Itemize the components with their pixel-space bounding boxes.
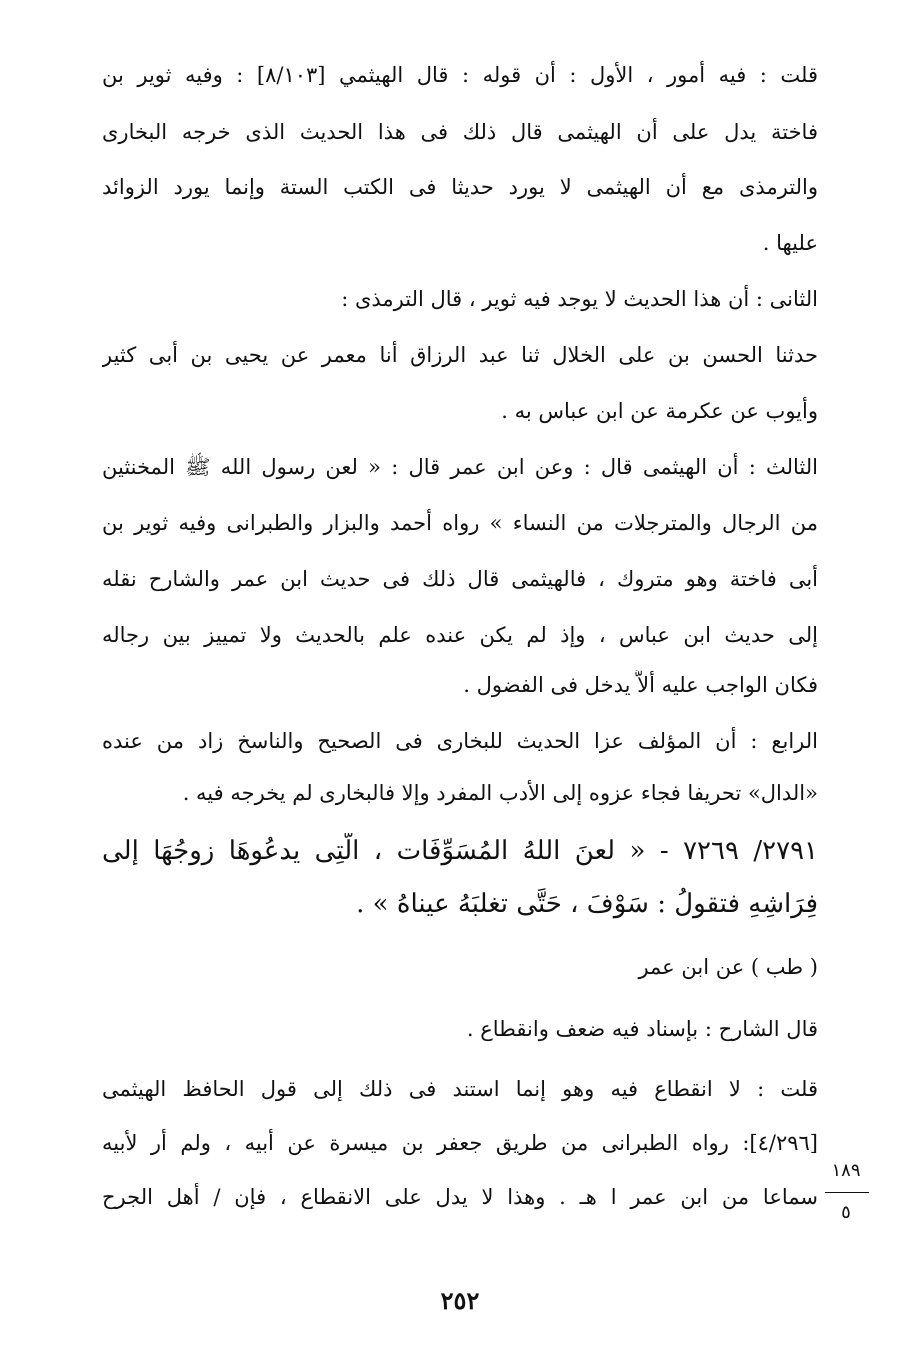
margin-divider <box>825 1192 869 1193</box>
margin-page-ref-top: ١٨٩ <box>831 1160 861 1181</box>
page-number: ٢٥٢ <box>440 1286 480 1315</box>
text-line: من الرجال والمترجلات من النساء » رواه أحمد والبزار والطبرانى وفيه ثوير بن <box>102 511 818 535</box>
text-line: فكان الواجب عليه ألاَّ يدخل فى الفضول . <box>463 673 818 697</box>
text-line: إلى حديث ابن عباس ، وإذ لم يكن عنده علم بالحديث ولا تمييز بين رجاله <box>102 623 818 647</box>
text-line: سماعا من ابن عمر ا هـ . وهذا لا يدل على الانقطاع ، فإن / أهل الجرح <box>102 1185 818 1209</box>
text-line: أبى فاختة وهو متروك ، فالهيثمى قال ذلك فى حديث ابن عمر والشارح نقله <box>102 567 818 591</box>
hadith-line: ٢٧٩١/ ٧٢٦٩ - « لعنَ اللهُ المُسَوِّفَات ، الَّتِى يدعُوهَا زوجُهَا إلى <box>102 836 818 866</box>
source-reference: ( طب ) عن ابن عمر <box>638 955 818 979</box>
text-line: [٤/٢٩٦]: رواه الطبرانى من طريق جعفر بن ميسرة عن أبيه ، ولم أر لأبيه <box>102 1131 818 1155</box>
text-line: قلت : فيه أمور ، الأول : أن قوله : قال الهيثمي [٨/١٠٣] : وفيه ثوير بن <box>102 63 818 87</box>
text-line: الثالث : أن الهيثمى قال : وعن ابن عمر قال : « لعن رسول الله ﷺ المخنثين <box>102 455 818 479</box>
text-line: حدثنا الحسن بن على الخلال ثنا عبد الرزاق أنا معمر عن يحيى بن أبى كثير <box>102 343 818 367</box>
text-line: الثانى : أن هذا الحديث لا يوجد فيه ثوير ، قال الترمذى : <box>341 287 818 311</box>
text-line: والترمذى مع أن الهيثمى لا يورد حديثا فى الكتب الستة وإنما يورد الزوائد <box>102 175 818 199</box>
text-line: عليها . <box>762 231 818 255</box>
text-line: قال الشارح : بإسناد فيه ضعف وانقطاع . <box>466 1017 818 1041</box>
text-line: قلت : لا انقطاع فيه وهو إنما استند فى ذلك إلى قول الحافظ الهيثمى <box>102 1077 818 1101</box>
margin-page-ref-bottom: ٥ <box>841 1202 851 1223</box>
hadith-line: فِرَاشِهِ فتقولُ : سَوْفَ ، حَتَّى تغلبَهُ عيناهُ » . <box>356 889 818 919</box>
text-line: وأيوب عن عكرمة عن ابن عباس به . <box>501 399 818 423</box>
text-line: فاختة يدل على أن الهيثمى قال ذلك فى هذا الحديث الذى خرجه البخارى <box>102 120 818 144</box>
text-line: الرابع : أن المؤلف عزا الحديث للبخارى فى الصحيح والناسخ زاد من عنده <box>102 729 818 753</box>
text-line: «الدال» تحريفا فجاء عزوه إلى الأدب المفرد وإلا فالبخارى لم يخرجه فيه . <box>182 781 818 805</box>
